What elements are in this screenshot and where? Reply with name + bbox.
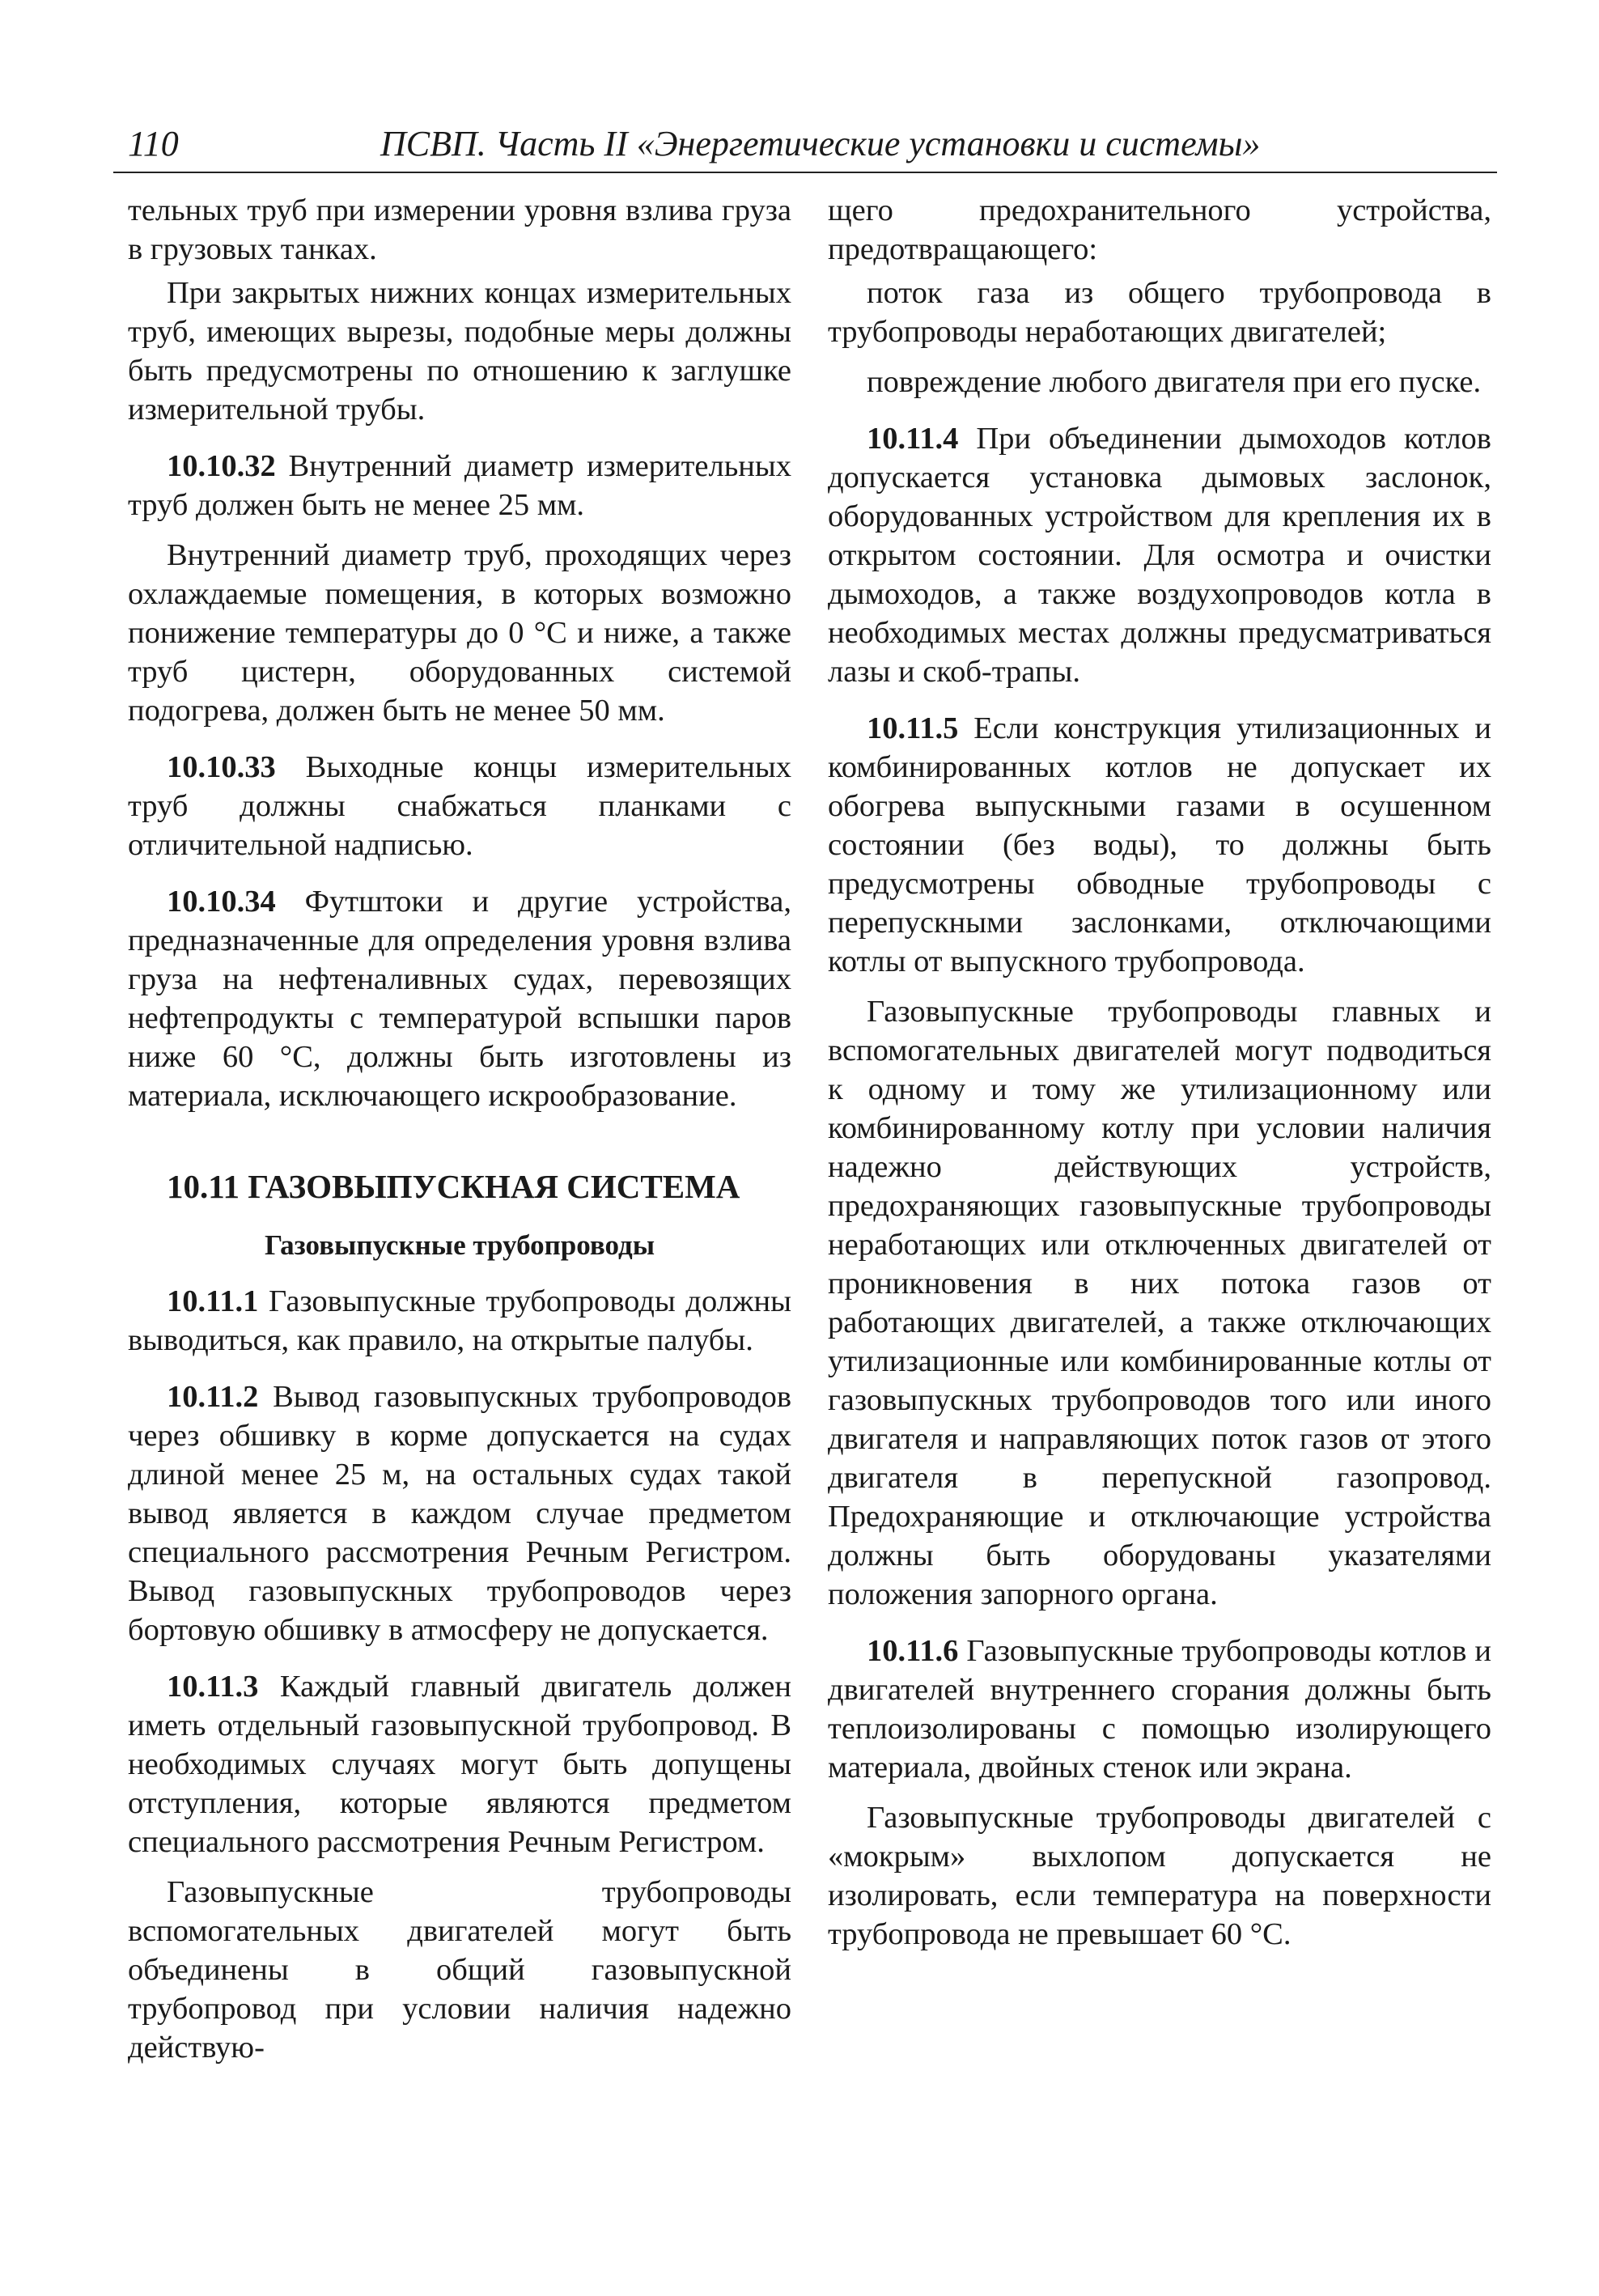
- running-title: ПСВП. Часть II «Энергетические установки и системы»: [380, 124, 1261, 163]
- clause-number: 10.11.2: [167, 1380, 259, 1414]
- clause-10-11-3: [128, 1667, 791, 1861]
- clause-text: Газовыпускные трубопроводы котлов и двигателей внутреннего сгорания должны быть теплоизолированы с помощью изолирующего материала, двойных стенок или экрана.: [828, 1634, 1491, 1785]
- clause-10-10-32: [128, 447, 791, 524]
- clause-text: Газовыпускные трубопроводы должны выводиться, как правило, на открытые палубы.: [128, 1284, 791, 1357]
- clause-10-11-6: [828, 1632, 1491, 1787]
- paragraph: щего предохранительного устройства, предотвращающего:: [828, 193, 1491, 266]
- clause-10-10-33: [128, 748, 791, 864]
- paragraph: повреждение любого двигателя при его пуске.: [867, 365, 1482, 399]
- clause-text: Выходные концы измерительных труб должны снабжаться планками с отличительной надписью.: [128, 750, 791, 862]
- right-column: [828, 191, 1491, 1965]
- clause-number: 10.11.6: [867, 1634, 959, 1668]
- clause-number: 10.11.4: [867, 422, 959, 456]
- paragraph: При закрытых нижних концах измерительных труб, имеющих вырезы, подобные меры должны быть предусмотрены по отношению к заглушке измерительной трубы.: [128, 276, 791, 427]
- paragraph: поток газа из общего трубопровода в трубопроводы неработающих двигателей;: [828, 276, 1491, 349]
- clause-10-10-34: [128, 882, 791, 1115]
- section-title: 10.11 ГАЗОВЫПУСКНАЯ СИСТЕМА: [167, 1168, 740, 1205]
- subsection-title: Газовыпускные трубопроводы: [264, 1229, 655, 1261]
- left-column: [128, 191, 791, 2078]
- clause-10-11-2: [128, 1377, 791, 1649]
- clause-number: 10.11.5: [867, 711, 959, 745]
- clause-10-11-1: [128, 1282, 791, 1360]
- paragraph: Внутренний диаметр труб, проходящих через охлаждаемые помещения, в которых возможно понижение температуры до 0 °C и ниже, а также труб цистерн, оборудованных системой подогрева, должен быть не менее 50 мм.: [128, 538, 791, 728]
- clause-number: 10.11.1: [167, 1284, 259, 1318]
- paragraph: тельных труб при измерении уровня взлива груза в грузовых танках.: [128, 193, 791, 266]
- clause-text: Футштоки и другие устройства, предназначенные для определения уровня взлива груза на нефтеналивных судах, перевозящих нефтепродукты с температурой вспышки паров ниже 60 °C, должны быть изготовлены из материала, исключающего искрообразование.: [128, 885, 791, 1113]
- clause-number: 10.11.3: [167, 1670, 259, 1704]
- clause-text: Вывод газовыпускных трубопроводов через обшивку в корме допускается на судах длиной менее 25 м, на остальных судах такой вывод является в каждом случае предметом специального рассмотрения Речным Регистром. Вывод газовыпускных трубопроводов через бортовую обшивку в атмосферу не допускается.: [128, 1380, 791, 1647]
- clause-number: 10.10.33: [167, 750, 276, 784]
- paragraph: Газовыпускные трубопроводы главных и вспомогательных двигателей могут подводиться к одному и тому же утилизационному или комбинированному котлу при условии наличия надежно действующих устройств, предохраняющих газовыпускные трубопроводы неработающих или отключенных двигателей от проникновения в них потока газов от работающих двигателей, а также отключающих утилизационные или комбинированные котлы от газовыпускных трубопроводов того или иного двигателя и направляющих поток газов от этого двигателя в перепускной газопровод. Предохраняющие и отключающие устройства должны быть оборудованы указателями положения запорного органа.: [828, 995, 1491, 1611]
- paragraph: Газовыпускные трубопроводы двигателей с «мокрым» выхлопом допускается не изолировать, если температура на поверхности трубопровода не превышает 60 °C.: [828, 1801, 1491, 1951]
- clause-10-11-5: [828, 709, 1491, 981]
- clause-text: Внутренний диаметр измерительных труб должен быть не менее 25 мм.: [128, 449, 791, 522]
- clause-text: Каждый главный двигатель должен иметь отдельный газовыпускной трубопровод. В необходимых случаях могут быть допущены отступления, которые являются предметом специального рассмотрения Речным Регистром.: [128, 1670, 791, 1859]
- clause-10-11-4: [828, 419, 1491, 691]
- clause-number: 10.10.34: [167, 885, 276, 919]
- page-header: [113, 120, 1497, 173]
- clause-text: При объединении дымоходов котлов допускается установка дымовых заслонок, оборудованных устройством для крепления их в открытом состоянии. Для осмотра и очистки дымоходов, а также воздухопроводов котла в необходимых местах должны предусматриваться лазы и скоб-трапы.: [828, 422, 1491, 689]
- clause-number: 10.10.32: [167, 449, 276, 483]
- clause-text: Если конструкция утилизационных и комбинированных котлов не допускает их обогрева выпускными газами в осушенном состоянии (без воды), то должны быть предусмотрены обводные трубопроводы с перепускными заслонками, отключающими котлы от выпускного трубопровода.: [828, 711, 1491, 978]
- paragraph: Газовыпускные трубопроводы вспомогательных двигателей могут быть объединены в общий газовыпускной трубопровод при условии наличия надежно действую-: [128, 1875, 791, 2065]
- page-number: 110: [128, 124, 179, 163]
